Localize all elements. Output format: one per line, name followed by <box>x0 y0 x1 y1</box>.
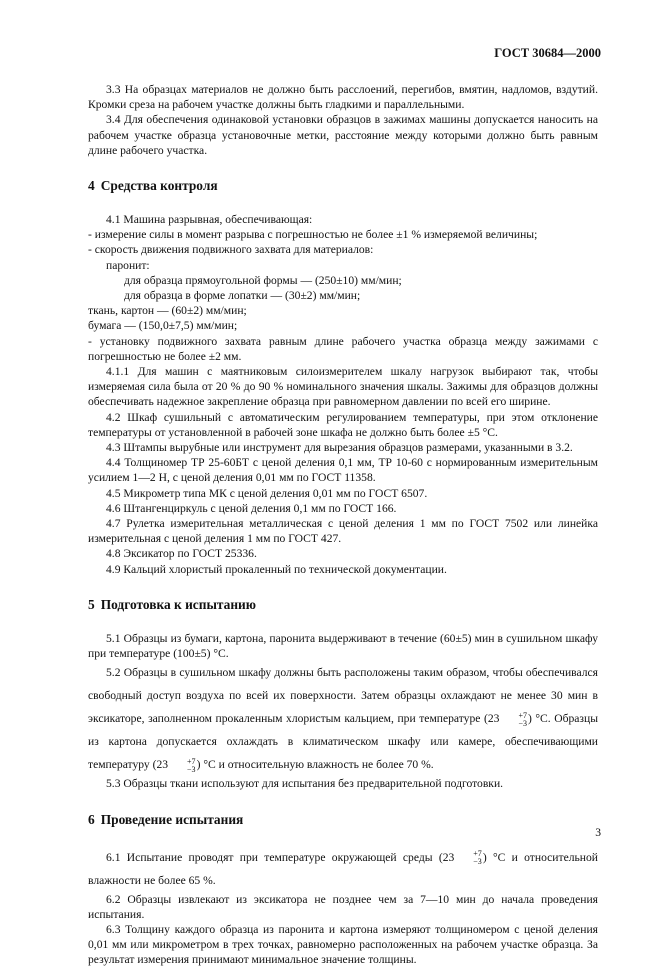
paragraph-3-3: 3.3 На образцах материалов не должно быть расслоений, перегибов, вмятин, надломов, вздутий. Кромки среза на рабочем участке должны быть гладкими и параллельными. <box>88 83 598 112</box>
paragraph-4-9: 4.9 Кальций хлористый прокаленный по технической документации. <box>106 562 447 576</box>
paragraph-4-1-1: 4.1.1 Для машин с маятниковым силоизмерителем шкалу нагрузок выбирают так, чтобы измеряемая сила была от 20 % до 90 % номинального значения шкалы. Зажимы для образцов должны обеспечивать надежное закрепление образца при равномерном давлении по всей его ширине. <box>88 365 598 409</box>
list-item: - скорость движения подвижного захвата для материалов: <box>88 243 374 257</box>
paragraph-5-2 <box>88 661 598 776</box>
tolerance-lower: −3 <box>187 764 196 774</box>
speed-fabric: ткань, картон — (60±2) мм/мин; <box>88 304 247 318</box>
paragraph-4-2: 4.2 Шкаф сушильный с автоматическим регулированием температуры, при этом отклонение температуры от установленной в рабочей зоне шкафа не должно быть более ±5 °С. <box>88 410 598 439</box>
tolerance-fraction <box>500 712 527 728</box>
paragraph-4-4: 4.4 Толщиномер ТР 25-60БТ с ценой деления 0,1 мм, ТР 10-60 с нормированным измерительным усилием 1—2 Н, с ценой деления 0,01 мм по ГОСТ 11358. <box>88 456 598 485</box>
tolerance-lower: −3 <box>518 718 527 728</box>
list-item: - измерение силы в момент разрыва с погрешностью не более ±1 % измеряемой величины; <box>88 228 538 242</box>
section-6-heading <box>88 812 598 828</box>
text-run: 5.2 Образцы в сушильном шкафу должны быть расположены таким образом, чтобы обеспечивался свободный доступ воздуха по всей их поверхности. Затем образцы охлаждают не менее 30 мин в эксикаторе, заполненном прокаленным хлористым кальцием, при температуре (23 <box>88 666 598 726</box>
tolerance-lower: −3 <box>473 856 482 866</box>
text-run: ) °С и относительную влажность не более 70 %. <box>196 758 434 772</box>
section-number: 4 <box>88 178 95 194</box>
section-number: 6 <box>88 811 95 827</box>
speed-blade: для образца в форме лопатки — (30±2) мм/мин; <box>124 289 361 303</box>
paragraph-4-8: 4.8 Эксикатор по ГОСТ 25336. <box>106 547 257 561</box>
speed-rect: для образца прямоугольной формы — (250±10) мм/мин; <box>124 273 402 287</box>
tolerance-fraction <box>455 850 482 866</box>
tolerance-upper: +7 <box>518 710 527 720</box>
paragraph-3-4: 3.4 Для обеспечения одинаковой установки образцов в зажимах машины допускается наносить на рабочем участке образца установочные метки, расстояние между которыми должно быть равным длине рабочего участка. <box>88 113 598 157</box>
tolerance-upper: +7 <box>187 756 196 766</box>
section-title: Подготовка к испытанию <box>100 596 257 612</box>
paragraph-4-6: 4.6 Штангенциркуль с ценой деления 0,1 мм по ГОСТ 166. <box>106 501 397 515</box>
document-header: ГОСТ 30684—2000 <box>494 46 601 60</box>
section-number: 5 <box>88 596 95 612</box>
section-5-heading <box>88 597 598 613</box>
paragraph-6-3: 6.3 Толщину каждого образца из паронита и картона измеряют толщиномером с ценой деления 0,01 мм или микрометром в трех точках, равномерно расположенных на рабочем участке образца. За результат измерения принимают минимальное значение толщины. <box>88 922 598 967</box>
text-run: 6.1 Испытание проводят при температуре окружающей среды (23 <box>106 850 455 864</box>
tolerance-upper: +7 <box>473 848 482 858</box>
paragraph-4-1: 4.1 Машина разрывная, обеспечивающая: <box>106 213 313 227</box>
paragraph-6-1 <box>88 846 598 892</box>
text-run: ) °С и относительной влажности не более 65 %. <box>88 850 598 887</box>
tolerance-fraction <box>169 758 196 774</box>
page-content <box>88 82 598 968</box>
paragraph-5-1: 5.1 Образцы из бумаги, картона, паронита выдерживают в течение (60±5) мин в сушильном шкафу при температуре (100±5) °С. <box>88 631 598 661</box>
paragraph-4-7: 4.7 Рулетка измерительная металлическая с ценой деления 1 мм по ГОСТ 7502 или линейка измерительная с ценой деления 1 мм по ГОСТ 427. <box>88 517 598 546</box>
paragraph-4-5: 4.5 Микрометр типа МК с ценой деления 0,01 мм по ГОСТ 6507. <box>106 486 428 500</box>
paragraph-6-2: 6.2 Образцы извлекают из эксикатора не позднее чем за 7—10 мин до начала проведения испытания. <box>88 892 598 921</box>
paragraph-4-3: 4.3 Штампы вырубные или инструмент для вырезания образцов размерами, указанными в 3.2. <box>106 441 573 455</box>
material-paronit: паронит: <box>106 258 150 272</box>
list-item: - установку подвижного захвата равным длине рабочего участка образца между зажимами с погрешностью не более ±2 мм. <box>88 334 598 363</box>
text-run: ) °С. Образцы из картона допускается охлаждать в климатическом шкафу или камере, обеспечивающими температуру (23 <box>88 712 598 772</box>
section-title: Средства контроля <box>100 178 218 194</box>
page-number: 3 <box>595 825 601 839</box>
paragraph-5-3: 5.3 Образцы ткани используют для испытания без предварительной подготовки. <box>106 777 504 791</box>
section-title: Проведение испытания <box>100 811 244 827</box>
section-4-heading <box>88 178 598 194</box>
speed-paper: бумага — (150,0±7,5) мм/мин; <box>88 319 238 333</box>
